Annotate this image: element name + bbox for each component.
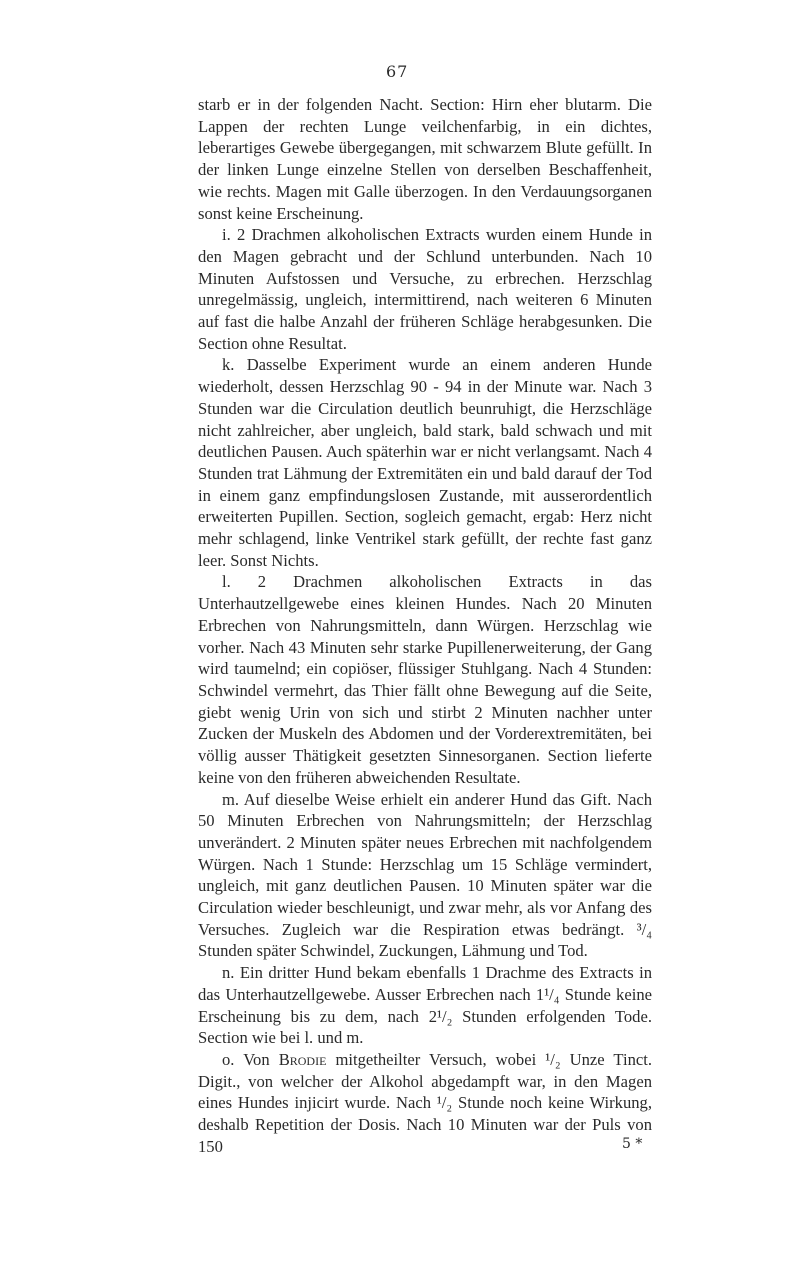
paragraph-l: l. 2 Drachmen alkoholischen Extracts in das Unterhautzellgewebe eines kleinen Hundes. Nach 20 Minuten Erbrechen von Nahrungsmitteln, dann Würgen. Herzschlag wie vorher. Nach 43 Minuten sehr starke Pupillenerweiterung, der Gang wird taumelnd; ein copiöser, flüssiger Stuhlgang. Nach 4 Stunden: Schwindel vermehrt, das Thier fällt ohne Bewegung auf die Seite, giebt wenig Urin von sich und stirbt 2 Minuten nachher unter Zucken der Muskeln des Abdomen und der Vorderextremitäten, bei völlig ausser Thätigkeit gesetzten Sinnesorganen. Section lieferte keine von den früheren abweichenden Resultate.: [198, 572, 652, 787]
paragraph-o: [198, 1049, 652, 1158]
paragraph-m: m. Auf dieselbe Weise erhielt ein anderer Hund das Gift. Nach 50 Minuten Erbrechen von Nahrungsmitteln; der Herzschlag unverändert. 2 Minuten später neues Erbrechen mit nachfolgendem Würgen. Nach 1 Stunde: Herzschlag um 15 Schläge vermindert, ungleich, mit ganz deutlichen Pausen. 10 Minuten später war die Circulation wieder beschleunigt, und zwar mehr, als vor Anfang des Versuches. Zugleich war die Respiration etwas bedrängt. ³/₄ Stunden später Schwindel, Zuckungen, Lähmung und Tod.: [198, 789, 652, 961]
page-number: 67: [386, 62, 409, 81]
paragraph-i: i. 2 Drachmen alkoholischen Extracts wurden einem Hunde in den Magen gebracht und der Schlund unterbunden. Nach 10 Minuten Aufstossen und Versuche, zu erbrechen. Herzschlag unregelmässig, ungleich, intermittirend, nach weiteren 6 Minuten auf fast die halbe Anzahl der früheren Schläge herabgesunken. Die Section ohne Resultat.: [198, 225, 652, 353]
paragraph-o-rest: mitgetheilter Versuch, wobei ¹/₂ Unze Tinct. Digit., von welcher der Alkohol abgedampft war, in den Magen eines Hundes injicirt wurde. Nach ¹/₂ Stunde noch keine Wirkung, deshalb Repetition der Dosis. Nach 10 Minuten war der Puls von 150: [198, 1049, 652, 1156]
paragraph-n: n. Ein dritter Hund bekam ebenfalls 1 Drachme des Extracts in das Unterhautzellgewebe. Ausser Erbrechen nach 1¹/₄ Stunde keine Erscheinung bis zu dem, nach 2¹/₂ Stunden erfolgenden Tode. Section wie bei l. und m.: [198, 963, 652, 1048]
paragraph-o-start: o. Von: [222, 1049, 270, 1069]
author-name: Brodie: [278, 1049, 327, 1069]
body-text: [198, 94, 652, 1157]
paragraph-k: k. Dasselbe Experiment wurde an einem anderen Hunde wiederholt, dessen Herzschlag 90 - 94 in der Minute war. Nach 3 Stunden war die Circulation deutlich beunruhigt, die Herzschläge nicht zahlreicher, aber ungleich, bald stark, bald schwach und mit deutlichen Pausen. Auch späterhin war er nicht verlangsamt. Nach 4 Stunden trat Lähmung der Extremitäten ein und bald darauf der Tod in einem ganz empfindungslosen Zustande, mit ausserordentlich erweiterten Pupillen. Section, sogleich gemacht, ergab: Herz nicht mehr schlagend, linke Ventrikel stark gefüllt, der rechte fast ganz leer. Sonst Nichts.: [198, 355, 652, 570]
signature-mark: 5 *: [622, 1136, 643, 1152]
paragraph-continuation: starb er in der folgenden Nacht. Section: Hirn eher blutarm. Die Lappen der rechten Lunge veilchenfarbig, in ein dichtes, leberartiges Gewebe übergegangen, mit schwarzem Blute gefüllt. In der linken Lunge einzelne Stellen von derselben Beschaffenheit, wie rechts. Magen mit Galle überzogen. In den Verdauungsorganen sonst keine Erscheinung.: [198, 95, 652, 223]
